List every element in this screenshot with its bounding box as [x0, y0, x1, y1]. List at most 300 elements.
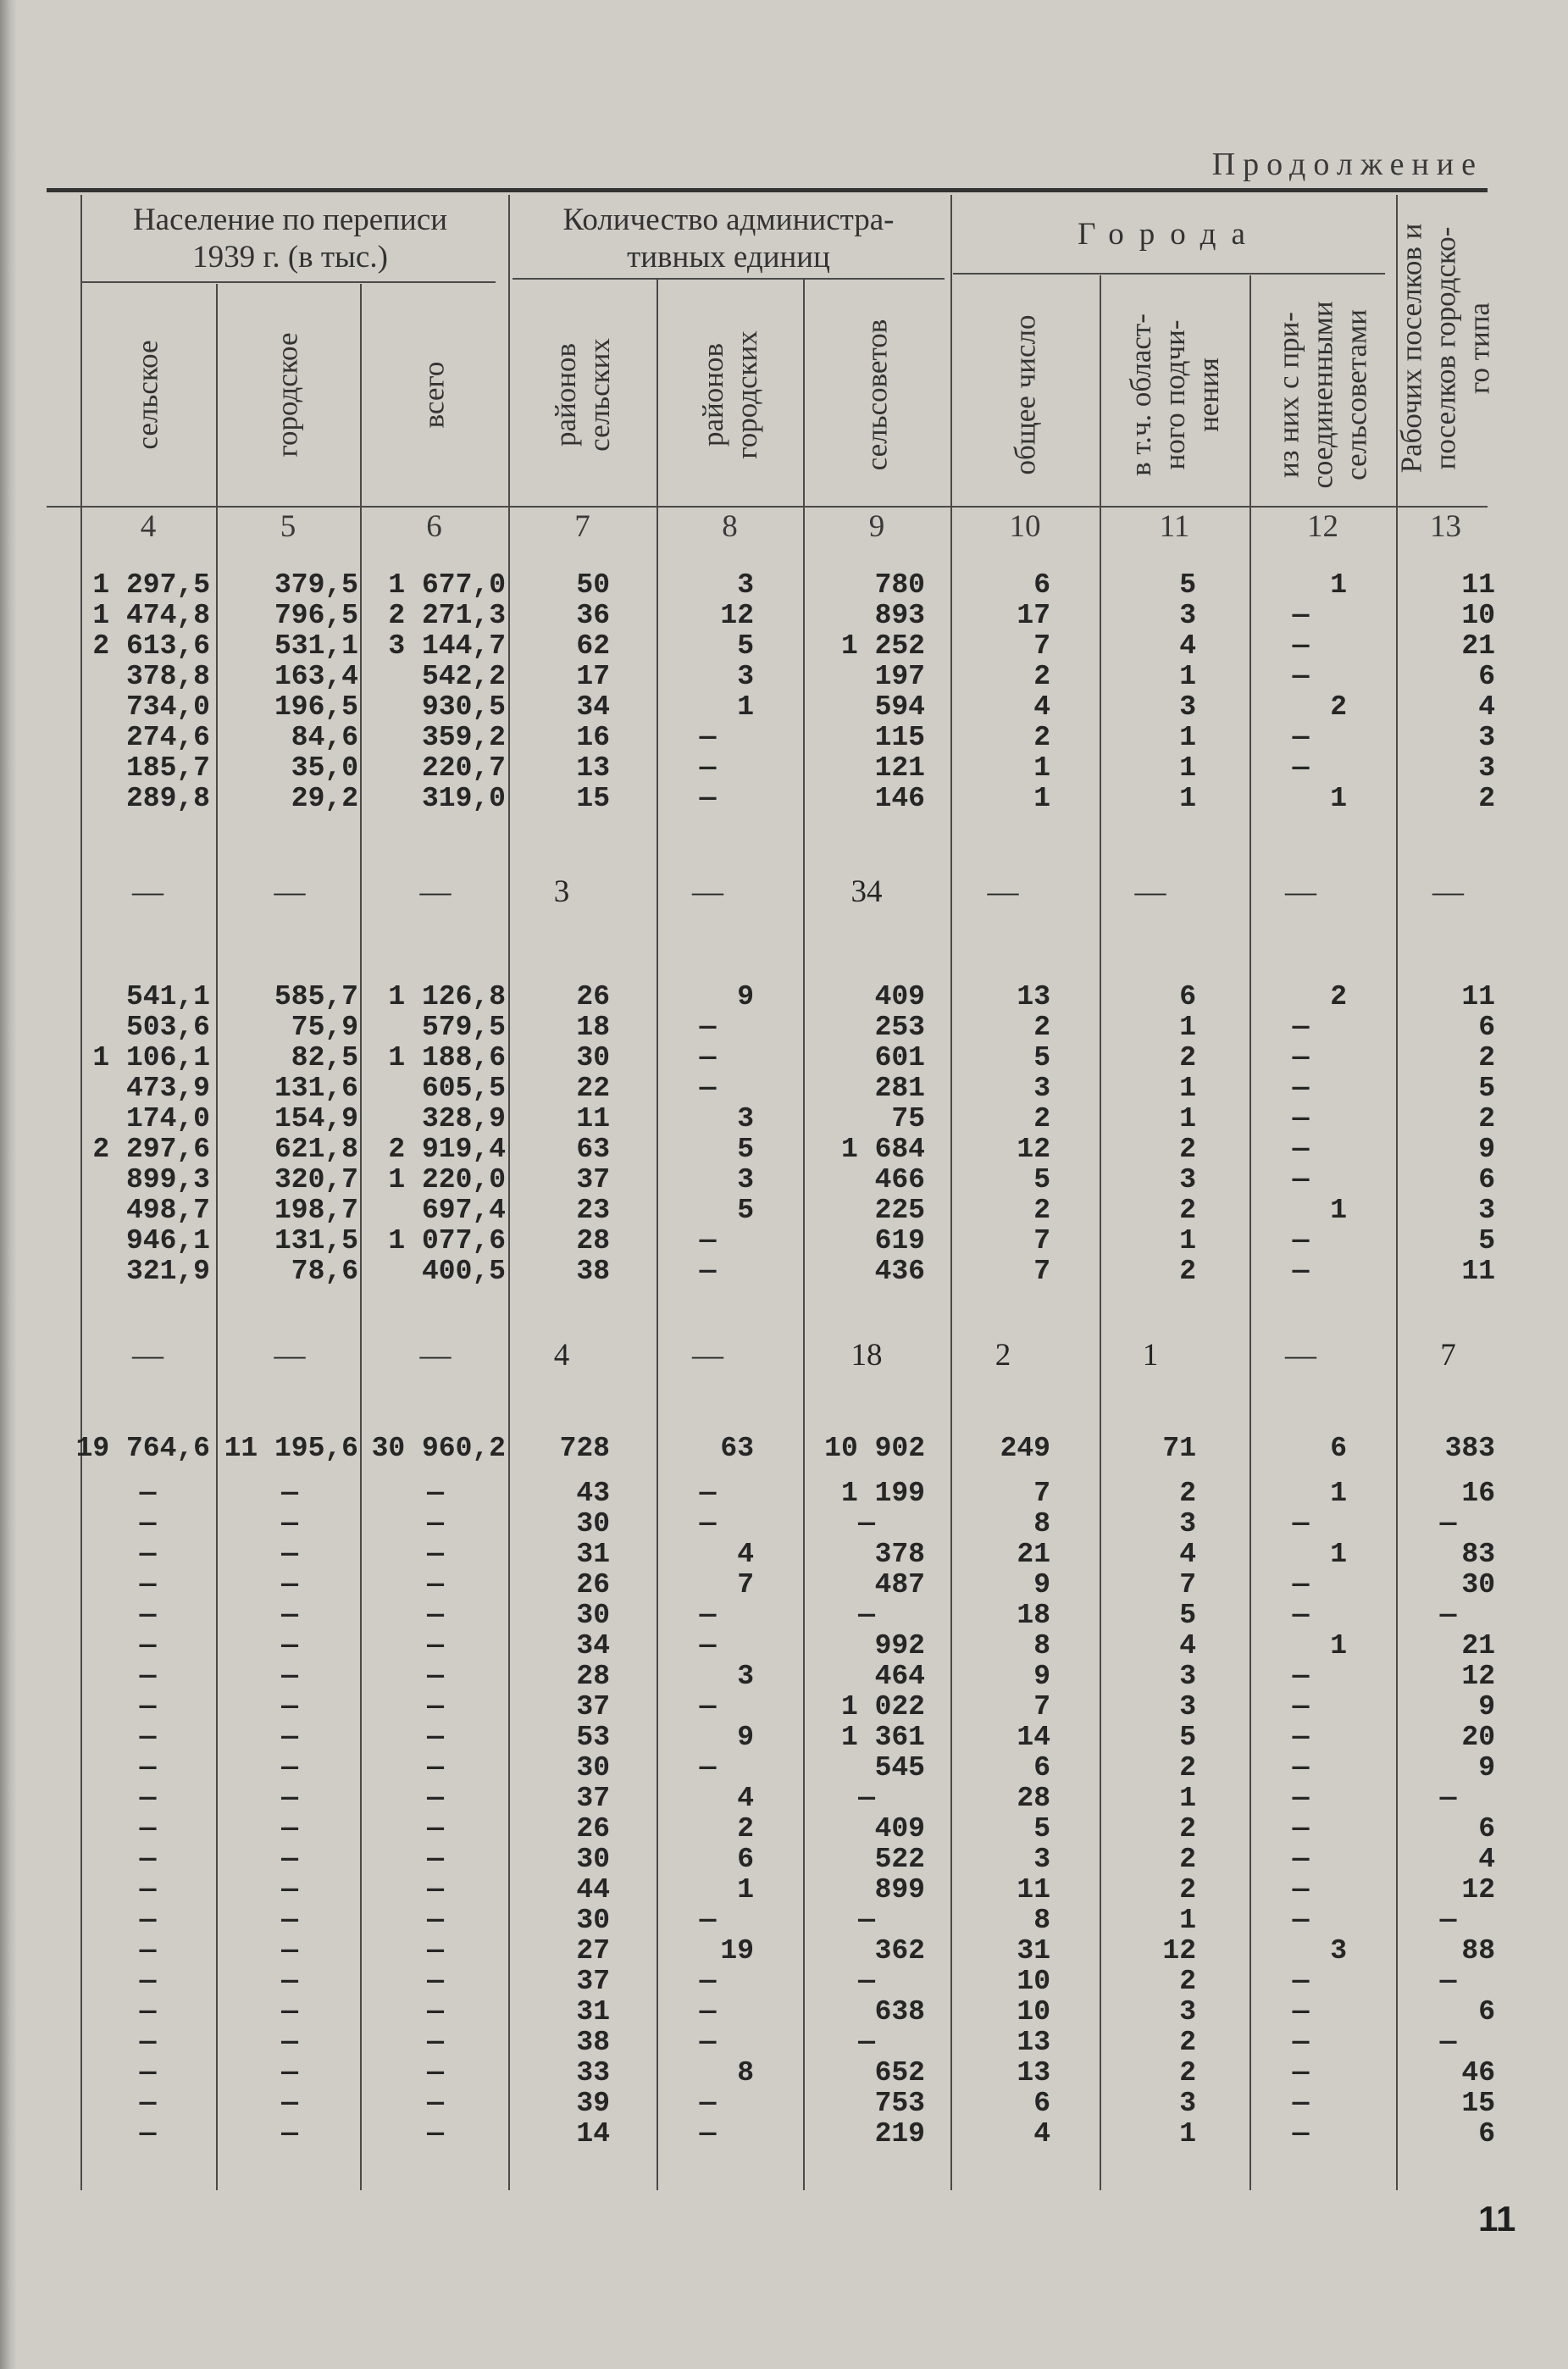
group-admin-units-header: Количество администра- тивных единиц: [562, 203, 895, 275]
table-cell: 4: [1179, 630, 1196, 662]
table-cell: 3: [1478, 1195, 1495, 1226]
table-cell: 2: [1478, 1103, 1495, 1135]
table-cell: 5: [1033, 1813, 1050, 1845]
table-cell: 34: [576, 1630, 610, 1662]
table-cell: —: [1292, 1569, 1310, 1601]
table-cell: 13: [1017, 2057, 1050, 2089]
table-cell: 78,6: [291, 1256, 358, 1287]
table-cell: 3: [1179, 1691, 1196, 1723]
table-cell: 498,7: [125, 1195, 210, 1226]
table-cell: 20: [1461, 1722, 1495, 1753]
table-cell: 6: [737, 1844, 754, 1875]
table-cell: —: [1292, 1813, 1310, 1845]
table-cell: —: [1439, 1783, 1457, 1814]
table-cell: 6: [1033, 569, 1050, 601]
table-cell: 5: [1179, 1722, 1196, 1753]
table-cell: —: [1292, 1012, 1310, 1043]
table-cell: 2: [1179, 1478, 1196, 1509]
table-cell: —: [1292, 1722, 1310, 1753]
data-column-11: [1105, 0, 1196, 2369]
table-cell: 11 195,6: [224, 1433, 358, 1464]
table-cell: 1: [1330, 569, 1347, 601]
table-cell: 12: [720, 600, 754, 631]
table-cell: 21: [1461, 630, 1495, 662]
table-cell: —: [692, 1338, 723, 1373]
table-cell: 545: [874, 1752, 925, 1784]
table-cell: 2 613,6: [92, 630, 210, 662]
table-cell: 697,4: [421, 1195, 506, 1226]
table-cell: —: [427, 1996, 444, 2028]
table-cell: —: [1292, 1508, 1310, 1540]
table-cell: 14: [576, 2118, 610, 2150]
column-rule: [657, 280, 658, 2190]
table-cell: —: [427, 1569, 444, 1601]
table-cell: —: [132, 874, 163, 909]
table-cell: 2: [1179, 1966, 1196, 1997]
table-cell: —: [281, 1935, 298, 1967]
column-number: 13: [1430, 509, 1461, 544]
table-cell: —: [281, 1722, 298, 1753]
table-cell: 930,5: [421, 691, 506, 723]
table-cell: 893: [874, 600, 925, 631]
table-cell: 3: [1179, 1996, 1196, 2028]
table-cell: —: [281, 1569, 298, 1601]
table-cell: 34: [576, 691, 610, 723]
table-cell: 436: [874, 1256, 925, 1287]
page-number: 11: [1478, 2199, 1516, 2239]
table-cell: —: [699, 1691, 717, 1723]
table-cell: 3: [737, 1103, 754, 1135]
table-cell: 780: [874, 569, 925, 601]
table-cell: 5: [1478, 1073, 1495, 1104]
table-cell: —: [139, 2057, 157, 2089]
table-cell: 1: [1179, 661, 1196, 692]
table-cell: —: [427, 1661, 444, 1692]
table-cell: —: [1292, 752, 1310, 784]
table-cell: 71: [1162, 1433, 1196, 1464]
table-cell: 21: [1017, 1539, 1050, 1570]
table-cell: 1: [1330, 1478, 1347, 1509]
table-cell: —: [1292, 1225, 1310, 1257]
table-cell: 23: [576, 1195, 610, 1226]
table-cell: 115: [874, 722, 925, 753]
table-cell: —: [281, 1478, 298, 1509]
table-cell: 219: [874, 2118, 925, 2150]
table-cell: —: [987, 874, 1019, 909]
table-cell: —: [427, 1813, 444, 1845]
table-cell: 3: [553, 874, 570, 909]
table-cell: 8: [1033, 1508, 1050, 1540]
table-cell: 638: [874, 1996, 925, 2028]
table-cell: 30: [576, 1600, 610, 1631]
group-cities-header: Города: [1078, 217, 1260, 252]
table-cell: 1 297,5: [92, 569, 210, 601]
table-cell: —: [427, 2088, 444, 2119]
group-population-header: Население по переписи 1939 г. (в тыс.): [132, 203, 448, 275]
table-cell: 3: [737, 1661, 754, 1692]
table-cell: —: [139, 1996, 157, 2028]
table-cell: —: [699, 1478, 717, 1509]
table-cell: 2: [1033, 1195, 1050, 1226]
table-cell: 4: [553, 1338, 570, 1373]
column-number: 6: [426, 509, 442, 544]
table-cell: 5: [737, 630, 754, 662]
table-cell: —: [1292, 1752, 1310, 1784]
table-cell: 121: [874, 752, 925, 784]
table-cell: 62: [576, 630, 610, 662]
column-header-label: районов сельских: [548, 338, 616, 452]
column-header-label: районов городских: [695, 330, 763, 459]
table-cell: 1: [1179, 783, 1196, 814]
table-cell: 34: [850, 874, 883, 909]
table-cell: —: [1439, 2027, 1457, 2058]
table-cell: 289,8: [125, 783, 210, 814]
table-cell: —: [1292, 1691, 1310, 1723]
table-cell: —: [139, 1508, 157, 1540]
table-cell: 196,5: [274, 691, 358, 723]
table-cell: —: [1285, 874, 1316, 909]
table-cell: 594: [874, 691, 925, 723]
table-cell: —: [281, 1905, 298, 1936]
table-cell: 14: [1017, 1722, 1050, 1753]
table-cell: 6: [1478, 1012, 1495, 1043]
table-cell: 185,7: [125, 752, 210, 784]
table-cell: 409: [874, 1813, 925, 1845]
table-cell: —: [1292, 1103, 1310, 1135]
table-cell: 1: [1033, 752, 1050, 784]
table-cell: 4: [1033, 2118, 1050, 2150]
table-cell: —: [427, 1844, 444, 1875]
table-cell: —: [139, 1569, 157, 1601]
table-cell: 1 188,6: [388, 1042, 506, 1074]
table-cell: 6: [1179, 981, 1196, 1013]
data-column-8: [662, 0, 754, 2369]
table-cell: 3: [1033, 1073, 1050, 1104]
table-cell: 30: [576, 1905, 610, 1936]
table-cell: 522: [874, 1844, 925, 1875]
table-cell: —: [281, 1874, 298, 1906]
table-cell: 3: [1179, 691, 1196, 723]
table-cell: 37: [576, 1966, 610, 1997]
table-cell: 35,0: [291, 752, 358, 784]
table-cell: 8: [1033, 1630, 1050, 1662]
table-cell: 3: [1330, 1935, 1347, 1967]
column-number: 9: [868, 509, 885, 544]
table-cell: —: [1292, 1874, 1310, 1906]
table-cell: 10 902: [824, 1433, 925, 1464]
table-cell: —: [281, 1508, 298, 1540]
table-cell: 2: [1033, 661, 1050, 692]
table-cell: 30: [576, 1508, 610, 1540]
table-cell: 2: [1330, 691, 1347, 723]
table-cell: —: [427, 2057, 444, 2089]
table-cell: 30 960,2: [371, 1433, 506, 1464]
table-cell: 3: [1179, 1164, 1196, 1196]
table-cell: —: [281, 2118, 298, 2150]
table-cell: 30: [576, 1042, 610, 1074]
table-cell: 1 677,0: [388, 569, 506, 601]
table-cell: —: [858, 1905, 875, 1936]
column-number: 12: [1307, 509, 1338, 544]
table-cell: —: [281, 1844, 298, 1875]
table-cell: 46: [1461, 2057, 1495, 2089]
table-cell: 7: [1033, 1225, 1050, 1257]
table-cell: 10: [1017, 1996, 1050, 2028]
table-cell: 5: [1033, 1042, 1050, 1074]
table-cell: —: [1292, 1073, 1310, 1104]
table-cell: —: [858, 1508, 875, 1540]
table-cell: —: [699, 722, 717, 753]
table-cell: 11: [1017, 1874, 1050, 1906]
table-cell: 33: [576, 2057, 610, 2089]
column-rule: [803, 280, 805, 2190]
table-cell: —: [1439, 1966, 1457, 1997]
table-cell: 63: [576, 1134, 610, 1165]
table-cell: —: [1292, 2027, 1310, 2058]
table-cell: 3: [1478, 752, 1495, 784]
column-header-label: общее число: [1008, 314, 1042, 475]
table-cell: —: [281, 1661, 298, 1692]
table-cell: 1: [1179, 752, 1196, 784]
table-cell: 319,0: [421, 783, 506, 814]
table-cell: 225: [874, 1195, 925, 1226]
table-cell: 15: [576, 783, 610, 814]
table-cell: —: [139, 1935, 157, 1967]
table-cell: 2: [1033, 1103, 1050, 1135]
table-cell: 3: [1179, 1508, 1196, 1540]
table-cell: 31: [1017, 1935, 1050, 1967]
table-cell: 466: [874, 1164, 925, 1196]
table-cell: 409: [874, 981, 925, 1013]
table-cell: 1 126,8: [388, 981, 506, 1013]
table-cell: 9: [1033, 1661, 1050, 1692]
table-cell: 37: [576, 1164, 610, 1196]
table-cell: 2: [1179, 1813, 1196, 1845]
table-cell: 27: [576, 1935, 610, 1967]
table-cell: 12: [1461, 1874, 1495, 1906]
table-cell: 3: [1179, 600, 1196, 631]
table-cell: 220,7: [421, 752, 506, 784]
table-cell: 4: [1179, 1539, 1196, 1570]
table-cell: 2: [1179, 1134, 1196, 1165]
table-cell: —: [1292, 1996, 1310, 2028]
table-cell: —: [427, 1600, 444, 1631]
column-header-label: Рабочих поселков и поселков городско- го типа: [1394, 223, 1496, 474]
table-cell: 992: [874, 1630, 925, 1662]
table-cell: 1: [1330, 1630, 1347, 1662]
table-cell: 53: [576, 1722, 610, 1753]
table-cell: —: [1292, 600, 1310, 631]
table-cell: 10: [1461, 600, 1495, 631]
table-cell: 12: [1162, 1935, 1196, 1967]
table-cell: —: [139, 1752, 157, 1784]
table-cell: 5: [737, 1134, 754, 1165]
table-cell: —: [427, 1966, 444, 1997]
table-cell: 154,9: [274, 1103, 358, 1135]
table-cell: 30: [1461, 1569, 1495, 1601]
table-cell: —: [427, 1935, 444, 1967]
table-cell: 10: [1017, 1966, 1050, 1997]
table-cell: 1: [1179, 1103, 1196, 1135]
data-column-5: [221, 0, 358, 2369]
table-cell: 7: [1033, 1256, 1050, 1287]
table-cell: —: [281, 1691, 298, 1723]
table-cell: 31: [576, 1996, 610, 2028]
table-cell: 3: [1033, 1844, 1050, 1875]
table-cell: 1: [1179, 1225, 1196, 1257]
column-header-label: городское: [270, 332, 304, 458]
table-cell: 16: [576, 722, 610, 753]
table-cell: 1 022: [840, 1691, 925, 1723]
table-cell: —: [1292, 1134, 1310, 1165]
table-cell: 2: [1179, 1042, 1196, 1074]
table-cell: —: [699, 1073, 717, 1104]
table-cell: —: [132, 1338, 163, 1373]
table-cell: —: [1292, 1600, 1310, 1631]
data-column-10: [956, 0, 1050, 2369]
table-cell: 13: [576, 752, 610, 784]
table-cell: —: [427, 2118, 444, 2150]
table-cell: 7: [1179, 1569, 1196, 1601]
table-cell: —: [699, 1042, 717, 1074]
table-cell: 1: [1179, 1012, 1196, 1043]
table-cell: 88: [1461, 1935, 1495, 1967]
table-cell: —: [139, 1905, 157, 1936]
table-cell: 50: [576, 569, 610, 601]
table-cell: 4: [737, 1539, 754, 1570]
table-cell: 9: [1033, 1569, 1050, 1601]
table-cell: 9: [1478, 1752, 1495, 1784]
table-cell: —: [699, 1600, 717, 1631]
table-cell: 11: [1461, 981, 1495, 1013]
table-cell: —: [1439, 1600, 1457, 1631]
table-cell: —: [427, 1508, 444, 1540]
table-cell: 619: [874, 1225, 925, 1257]
table-cell: —: [858, 1966, 875, 1997]
table-cell: 6: [1478, 2118, 1495, 2150]
table-cell: 531,1: [274, 630, 358, 662]
table-cell: —: [1285, 1338, 1316, 1373]
table-cell: —: [139, 2088, 157, 2119]
table-cell: 3: [737, 1164, 754, 1196]
table-cell: 1: [737, 691, 754, 723]
table-cell: —: [139, 1783, 157, 1814]
table-cell: 1: [1179, 1783, 1196, 1814]
table-cell: 36: [576, 600, 610, 631]
column-header-label: сельское: [131, 340, 164, 450]
table-cell: —: [1292, 630, 1310, 662]
table-cell: —: [139, 2118, 157, 2150]
table-cell: —: [699, 1630, 717, 1662]
column-number: 5: [280, 509, 296, 544]
table-cell: 2: [1330, 981, 1347, 1013]
table-cell: 503,6: [125, 1012, 210, 1043]
column-number: 8: [722, 509, 738, 544]
table-cell: 11: [1461, 1256, 1495, 1287]
table-cell: 39: [576, 2088, 610, 2119]
table-cell: 37: [576, 1783, 610, 1814]
table-cell: —: [1292, 1661, 1310, 1692]
table-cell: —: [858, 2027, 875, 2058]
table-cell: 3: [1179, 2088, 1196, 2119]
data-column-12: [1255, 0, 1347, 2369]
table-cell: —: [274, 874, 306, 909]
table-cell: —: [281, 2057, 298, 2089]
table-cell: 11: [1461, 569, 1495, 601]
table-cell: —: [427, 1691, 444, 1723]
table-cell: 1 474,8: [92, 600, 210, 631]
table-cell: 146: [874, 783, 925, 814]
data-column-7: [513, 0, 610, 2369]
table-cell: 38: [576, 1256, 610, 1287]
table-cell: 4: [1478, 691, 1495, 723]
table-cell: —: [699, 1256, 717, 1287]
table-cell: —: [699, 752, 717, 784]
table-cell: —: [699, 1752, 717, 1784]
table-cell: 946,1: [125, 1225, 210, 1257]
table-cell: —: [139, 1691, 157, 1723]
table-cell: 131,5: [274, 1225, 358, 1257]
table-cell: —: [139, 1844, 157, 1875]
table-cell: 4: [1179, 1630, 1196, 1662]
table-cell: 4: [1478, 1844, 1495, 1875]
table-cell: —: [699, 1508, 717, 1540]
table-cell: —: [1439, 1905, 1457, 1936]
table-cell: 7: [737, 1569, 754, 1601]
table-cell: 585,7: [274, 981, 358, 1013]
table-cell: 131,6: [274, 1073, 358, 1104]
table-cell: 5: [1179, 569, 1196, 601]
table-cell: 383: [1444, 1433, 1495, 1464]
table-cell: —: [427, 1752, 444, 1784]
table-cell: 2: [1179, 2057, 1196, 2089]
table-cell: —: [427, 1874, 444, 1906]
table-cell: 30: [576, 1752, 610, 1784]
data-column-6: [365, 0, 506, 2369]
table-cell: 1: [1033, 783, 1050, 814]
column-rule: [1249, 275, 1251, 2190]
table-cell: —: [281, 1630, 298, 1662]
table-cell: 197: [874, 661, 925, 692]
table-cell: 6: [1478, 1996, 1495, 2028]
table-cell: 541,1: [125, 981, 210, 1013]
data-column-4: [75, 0, 210, 2369]
table-cell: 26: [576, 981, 610, 1013]
table-cell: 84,6: [291, 722, 358, 753]
table-cell: 1: [1330, 1539, 1347, 1570]
table-cell: —: [699, 2088, 717, 2119]
table-cell: 1 361: [840, 1722, 925, 1753]
table-cell: 2: [1179, 1874, 1196, 1906]
table-cell: 2 919,4: [388, 1134, 506, 1165]
column-number: 7: [574, 509, 590, 544]
table-cell: 1: [1142, 1338, 1159, 1373]
table-cell: 198,7: [274, 1195, 358, 1226]
table-cell: 1 252: [840, 630, 925, 662]
table-cell: 12: [1017, 1134, 1050, 1165]
table-cell: 274,6: [125, 722, 210, 753]
table-cell: 17: [1017, 600, 1050, 631]
table-cell: —: [139, 1539, 157, 1570]
table-cell: —: [1292, 722, 1310, 753]
column-rule: [216, 284, 218, 2190]
table-cell: —: [1292, 1256, 1310, 1287]
table-cell: —: [281, 1996, 298, 2028]
table-cell: 378: [874, 1539, 925, 1570]
table-cell: 7: [1033, 1478, 1050, 1509]
table-cell: 163,4: [274, 661, 358, 692]
table-cell: —: [139, 1813, 157, 1845]
